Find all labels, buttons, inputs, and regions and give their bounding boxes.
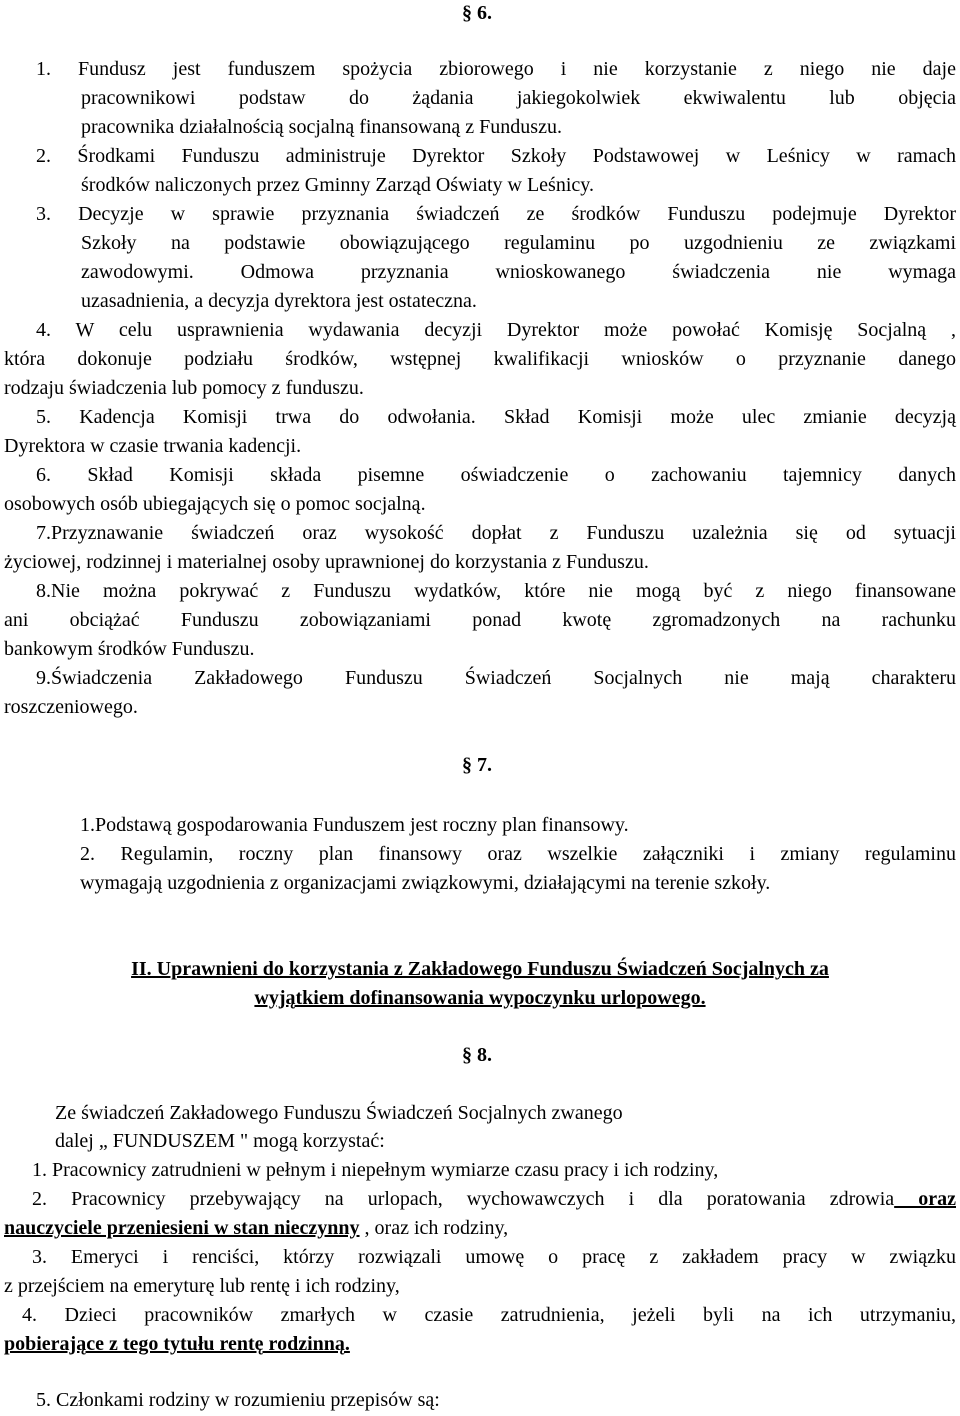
s8-item-2-text: 2. Pracownicy przebywający na urlopach, wychowawczych i dla poratowania zdrowia	[32, 1188, 895, 1210]
s6-paragraph-4-line3: rodzaju świadczenia lub pomocy z funduszu.	[4, 377, 364, 399]
s6-paragraph-9-line2: roszczeniowego.	[4, 696, 138, 718]
s6-paragraph-8-line3: bankowym środków Funduszu.	[4, 638, 255, 660]
section-8-title: § 8.	[462, 1044, 492, 1066]
s6-paragraph-6-line1: 6. Skład Komisji składa pisemne oświadczenie o zachowaniu tajemnicy danych	[36, 464, 956, 486]
s6-paragraph-3-line1: 3. Decyzje w sprawie przyznania świadczeń ze środków Funduszu podejmuje Dyrektor	[36, 203, 956, 225]
s6-paragraph-9-line1: 9.Świadczenia Zakładowego Funduszu Świadczeń Socjalnych nie mają charakteru	[36, 667, 956, 689]
s8-item-4-line2	[4, 1330, 956, 1359]
s8-item-2-line2	[4, 1214, 956, 1243]
s6-paragraph-5-line2: Dyrektora w czasie trwania kadencji.	[4, 435, 302, 457]
s6-paragraph-4-line2: która dokonuje podziału środków, wstępnej kwalifikacji wniosków o przyznanie danego	[4, 348, 956, 370]
s8-item-3-line2: z przejściem na emeryturę lub rentę i ich rodziny,	[4, 1275, 400, 1297]
chapter-2-heading-line1: II. Uprawnieni do korzystania z Zakładowego Funduszu Świadczeń Socjalnych za	[131, 958, 829, 980]
section-7-title: § 7.	[462, 754, 492, 776]
s6-paragraph-5-line1: 5. Kadencja Komisji trwa do odwołania. Skład Komisji może ulec zmianie decyzją	[36, 406, 956, 428]
s8-item-4-line1: 4. Dzieci pracowników zmarłych w czasie zatrudnienia, jeżeli byli na ich utrzymaniu,	[22, 1304, 956, 1326]
chapter-2-heading-line2: wyjątkiem dofinansowania wypoczynku urlopowego.	[254, 987, 706, 1009]
s6-paragraph-7-line2: życiowej, rodzinnej i materialnej osoby uprawnionej do korzystania z Funduszu.	[4, 551, 649, 573]
s6-paragraph-8-line2: ani obciążać Funduszu zobowiązaniami ponad kwotę zgromadzonych na rachunku	[4, 609, 956, 631]
s8-intro-line1: Ze świadczeń Zakładowego Funduszu Świadczeń Socjalnych zwanego	[55, 1102, 623, 1124]
s8-intro-line2: dalej „ FUNDUSZEM " mogą korzystać:	[55, 1130, 385, 1152]
s6-paragraph-3-line2: Szkoły na podstawie obowiązującego regulaminu po uzgodnieniu ze związkami	[81, 232, 956, 254]
s6-paragraph-8-line1: 8.Nie można pokrywać z Funduszu wydatków, które nie mogą być z niego finansowane	[36, 580, 956, 602]
section-6-title: § 6.	[462, 2, 492, 24]
s6-paragraph-3-line3: zawodowymi. Odmowa przyznania wnioskowanego świadczenia nie wymaga	[81, 261, 956, 283]
s8-item-2-bold-oraz: oraz	[894, 1188, 956, 1210]
s8-item-1: 1. Pracownicy zatrudnieni w pełnym i niepełnym wymiarze czasu pracy i ich rodziny,	[32, 1159, 719, 1181]
s6-paragraph-3-line4: uzasadnienia, a decyzja dyrektora jest ostateczna.	[81, 290, 477, 312]
s6-paragraph-2-line1: 2. Środkami Funduszu administruje Dyrektor Szkoły Podstawowej w Leśnicy w ramach	[36, 145, 956, 167]
s7-paragraph-1: 1.Podstawą gospodarowania Funduszem jest roczny plan finansowy.	[80, 814, 629, 836]
s8-item-2-bold-teachers: nauczyciele przeniesieni w stan nieczynny	[4, 1217, 360, 1239]
s7-paragraph-2-line2: wymagają uzgodnienia z organizacjami związkowymi, działającymi na terenie szkoły.	[80, 872, 771, 894]
s8-item-5: 5. Członkami rodziny w rozumieniu przepisów są:	[36, 1389, 440, 1411]
s7-paragraph-2-line1: 2. Regulamin, roczny plan finansowy oraz wszelkie załączniki i zmiany regulaminu	[80, 843, 956, 865]
s8-item-2-line1	[32, 1185, 956, 1214]
s6-paragraph-1-line1: 1. Fundusz jest funduszem spożycia zbiorowego i nie korzystanie z niego nie daje	[36, 58, 956, 80]
s8-item-4-bold: pobierające z tego tytułu rentę rodzinną.	[4, 1333, 350, 1355]
s6-paragraph-6-line2: osobowych osób ubiegających się o pomoc socjalną.	[4, 493, 426, 515]
s8-item-3-line1: 3. Emeryci i renciści, którzy rozwiązali umowę o pracę z zakładem pracy w związku	[32, 1246, 956, 1268]
s6-paragraph-1-line3: pracownika działalnością socjalną finansowaną z Funduszu.	[81, 116, 562, 138]
s6-paragraph-4-line1: 4. W celu usprawnienia wydawania decyzji Dyrektor może powołać Komisję Socjalną ,	[36, 319, 956, 341]
s6-paragraph-2-line2: środków naliczonych przez Gminny Zarząd Oświaty w Leśnicy.	[81, 174, 594, 196]
s6-paragraph-7-line1: 7.Przyznawanie świadczeń oraz wysokość dopłat z Funduszu uzależnia się od sytuacji	[36, 522, 956, 544]
s8-item-2-rest: , oraz ich rodziny,	[359, 1217, 509, 1239]
s6-paragraph-1-line2: pracownikowi podstaw do żądania jakiegokolwiek ekwiwalentu lub objęcia	[81, 87, 956, 109]
